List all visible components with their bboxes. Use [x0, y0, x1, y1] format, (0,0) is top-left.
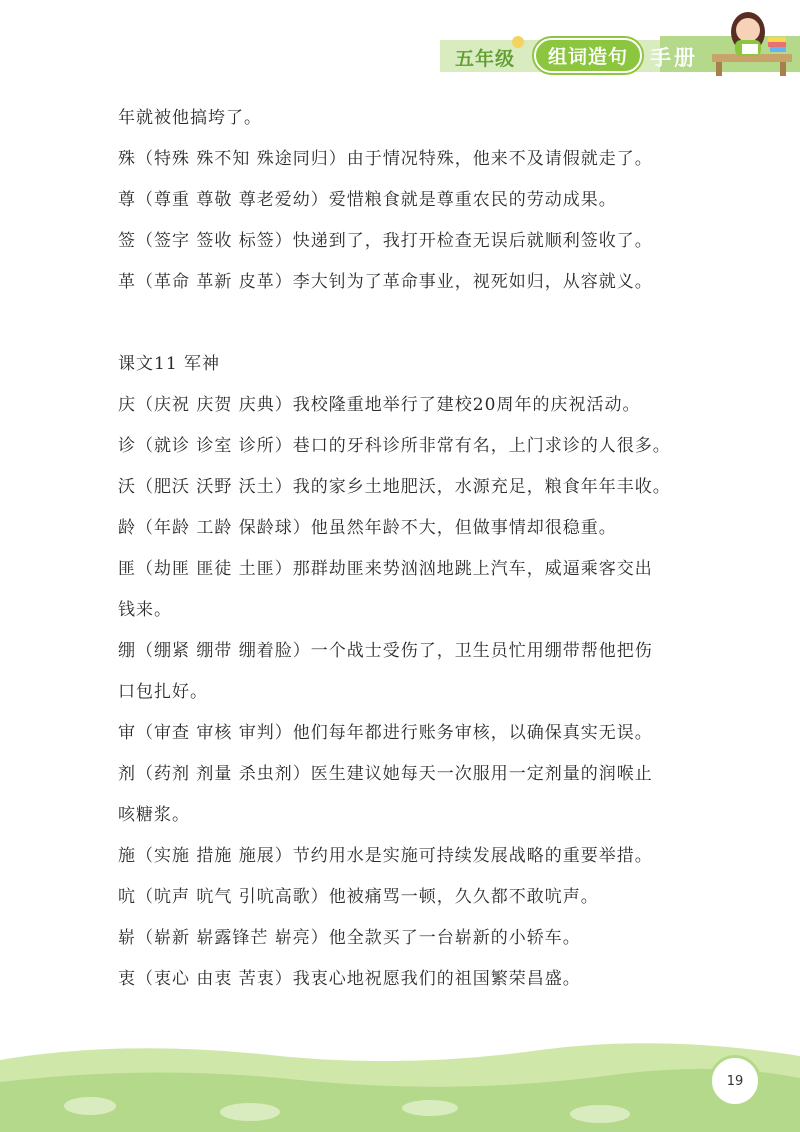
text-line: 签（签字 签收 标签）快递到了，我打开检查无误后就顺利签收了。	[118, 231, 653, 251]
footer-decoration	[0, 1020, 800, 1132]
lightbulb-icon	[512, 36, 524, 48]
text-line: 革（革命 革新 皮革）李大钊为了革命事业，视死如归，从容就义。	[118, 272, 653, 292]
text-line: 吭（吭声 吭气 引吭高歌）他被痛骂一顿，久久都不敢吭声。	[118, 887, 599, 907]
text-line: 尊（尊重 尊敬 尊老爱幼）爱惜粮食就是尊重农民的劳动成果。	[118, 190, 617, 210]
text-body	[118, 98, 698, 1000]
text-line: 崭（崭新 崭露锋芒 崭亮）他全款买了一台崭新的小轿车。	[118, 928, 581, 948]
text-line: 诊（就诊 诊室 诊所）巷口的牙科诊所非常有名，上门求诊的人很多。	[118, 436, 671, 456]
text-line: 庆（庆祝 庆贺 庆典）我校隆重地举行了建校20周年的庆祝活动。	[118, 395, 641, 415]
text-line: 龄（年龄 工龄 保龄球）他虽然年龄不大，但做事情却很稳重。	[118, 518, 617, 538]
text-line: 衷（衷心 由衷 苦衷）我衷心地祝愿我们的祖国繁荣昌盛。	[118, 969, 581, 989]
text-line: 沃（肥沃 沃野 沃土）我的家乡土地肥沃，水源充足，粮食年年丰收。	[118, 477, 671, 497]
text-line: 年就被他搞垮了。	[118, 108, 262, 128]
book-title: 组词造句	[534, 38, 642, 73]
text-line: 咳糖浆。	[118, 805, 190, 825]
text-line: 施（实施 措施 施展）节约用水是实施可持续发展战略的重要举措。	[118, 846, 653, 866]
lesson-heading: 课文11 军神	[118, 354, 221, 374]
text-line: 口包扎好。	[118, 682, 208, 702]
text-line: 绷（绷紧 绷带 绷着脸）一个战士受伤了，卫生员忙用绷带帮他把伤	[118, 641, 653, 661]
page-number: 19	[709, 1055, 761, 1107]
handbook-label: 手册	[650, 46, 698, 70]
text-line: 殊（特殊 殊不知 殊途同归）由于情况特殊，他来不及请假就走了。	[118, 149, 653, 169]
grade-label: 五年级	[455, 48, 516, 70]
text-line: 审（审查 审核 审判）他们每年都进行账务审核，以确保真实无误。	[118, 723, 653, 743]
text-line: 剂（药剂 剂量 杀虫剂）医生建议她每天一次服用一定剂量的润喉止	[118, 764, 653, 784]
text-line: 钱来。	[118, 600, 172, 620]
text-line: 匪（劫匪 匪徒 土匪）那群劫匪来势汹汹地跳上汽车，威逼乘客交出	[118, 559, 653, 579]
section-gap	[118, 303, 698, 344]
girl-illustration	[712, 6, 792, 76]
page-header	[0, 0, 800, 80]
